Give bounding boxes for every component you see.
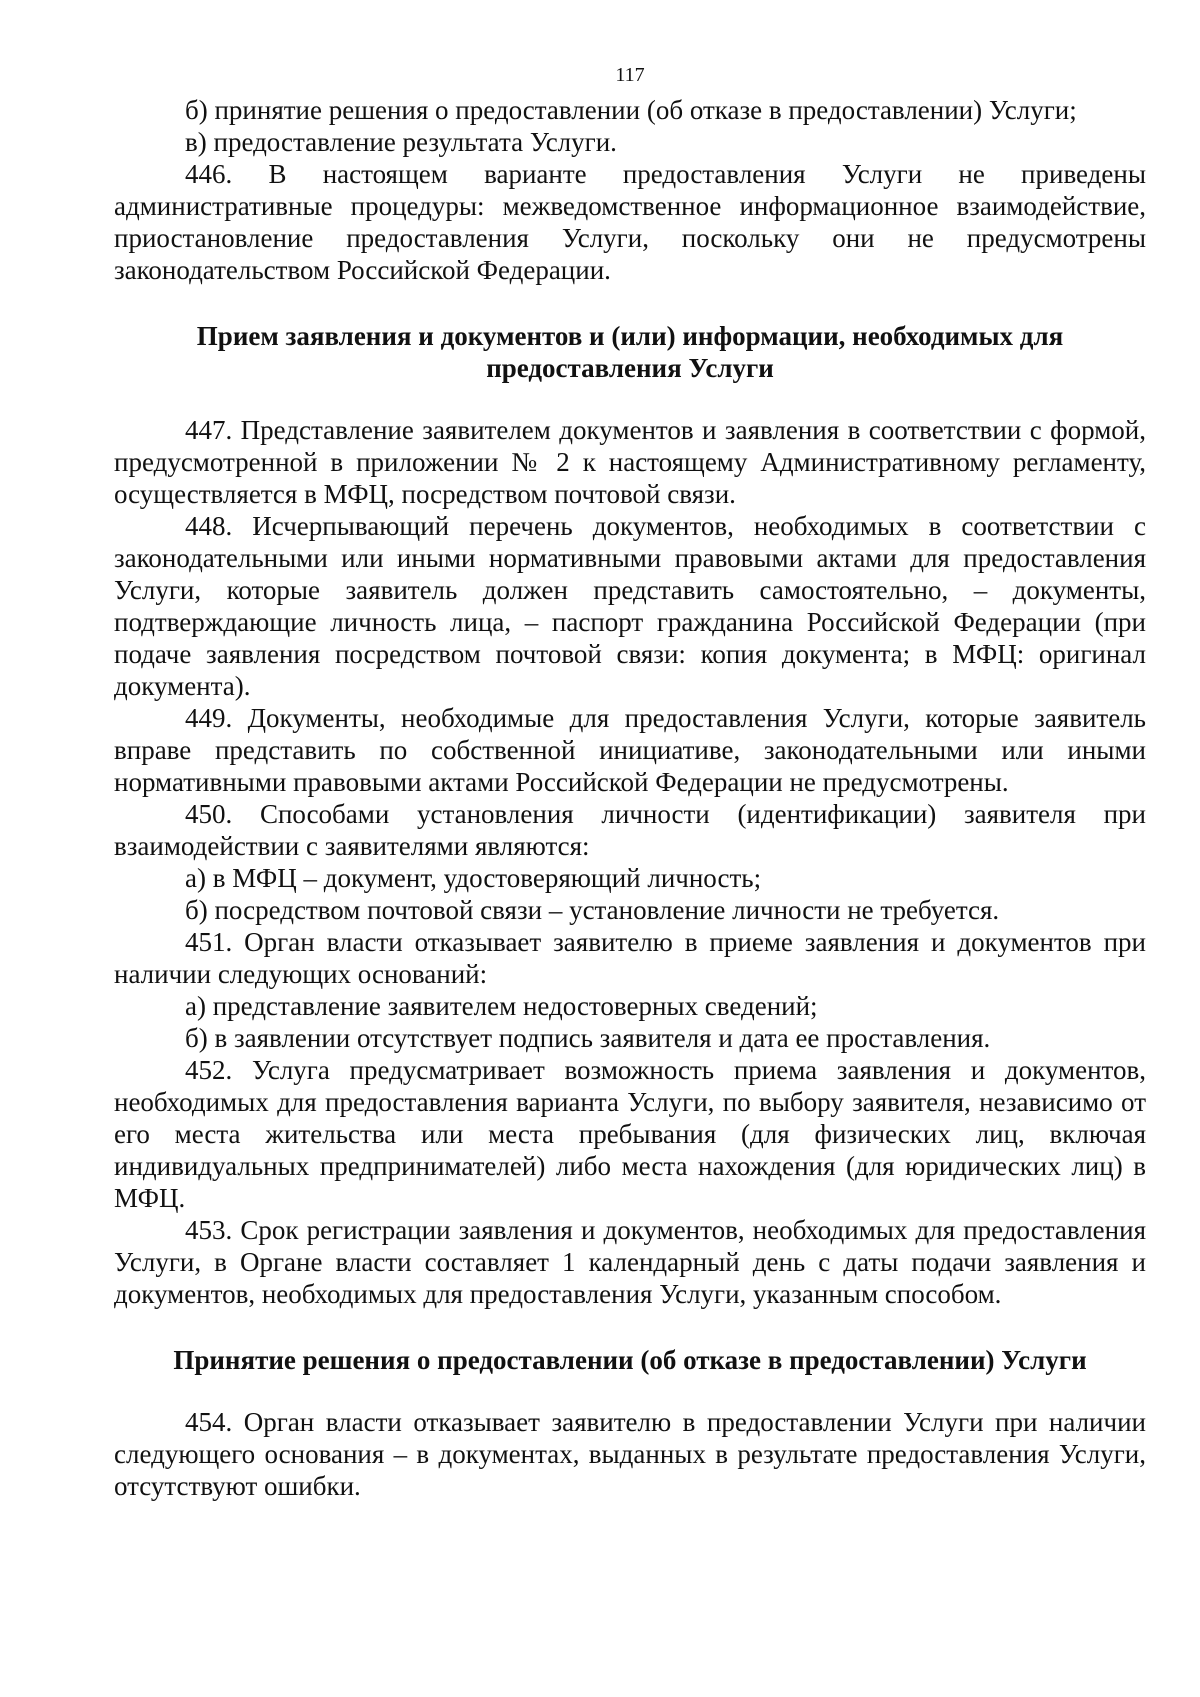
paragraph-450-a: а) в МФЦ – документ, удостоверяющий личность; bbox=[185, 863, 762, 893]
paragraph-451-a: а) представление заявителем недостоверных сведений; bbox=[185, 991, 818, 1021]
paragraph-452: 452. Услуга предусматривает возможность приема заявления и документов, необходимых для предоставления варианта Услуги, по выбору заявителя, независимо от его места жительства или места пребывания (для физических лиц, включая индивидуальных предпринимателей) либо места нахождения (для юридических лиц) в МФЦ. bbox=[114, 1055, 1146, 1213]
paragraph-446: 446. В настоящем варианте предоставления Услуги не приведены административные процедуры: межведомственное информационное взаимодействие, приостановление предоставления Услуги, поскольку они не предусмотрены законодательством Российской Федерации. bbox=[114, 159, 1146, 285]
paragraph-451: 451. Орган власти отказывает заявителю в приеме заявления и документов при наличии следующих оснований: bbox=[114, 927, 1146, 989]
paragraph-v-result: в) предоставление результата Услуги. bbox=[185, 127, 617, 157]
section-heading-decision: Принятие решения о предоставлении (об отказе в предоставлении) Услуги bbox=[173, 1345, 1087, 1375]
paragraph-449: 449. Документы, необходимые для предоставления Услуги, которые заявитель вправе представить по собственной инициативе, законодательными или иными нормативными правовыми актами Российской Федерации не предусмотрены. bbox=[114, 703, 1146, 797]
reception-block bbox=[114, 414, 1146, 1310]
section-heading-reception: Прием заявления и документов и (или) информации, необходимых для предоставления Услуги bbox=[196, 321, 1064, 383]
paragraph-447: 447. Представление заявителем документов и заявления в соответствии с формой, предусмотренной в приложении № 2 к настоящему Административному регламенту, осуществляется в МФЦ, посредством почтовой связи. bbox=[114, 415, 1146, 509]
paragraph-451-b: б) в заявлении отсутствует подпись заявителя и дата ее проставления. bbox=[185, 1023, 991, 1053]
paragraph-b-decision: б) принятие решения о предоставлении (об отказе в предоставлении) Услуги; bbox=[185, 95, 1077, 125]
page-number: 117 bbox=[615, 64, 645, 86]
paragraph-454: 454. Орган власти отказывает заявителю в предоставлении Услуги при наличии следующего основания – в документах, выданных в результате предоставления Услуги, отсутствуют ошибки. bbox=[114, 1407, 1146, 1501]
decision-block bbox=[114, 1406, 1146, 1502]
paragraph-450-b: б) посредством почтовой связи – установление личности не требуется. bbox=[185, 895, 1000, 925]
document-page bbox=[114, 60, 1146, 1502]
paragraph-448: 448. Исчерпывающий перечень документов, необходимых в соответствии с законодательными или иными нормативными правовыми актами для предоставления Услуги, которые заявитель должен представить самостоятельно, – документы, подтверждающие личность лица, – паспорт гражданина Российской Федерации (при подаче заявления посредством почтовой связи: копия документа; в МФЦ: оригинал документа). bbox=[114, 511, 1146, 701]
paragraph-450: 450. Способами установления личности (идентификации) заявителя при взаимодействии с заявителями являются: bbox=[114, 799, 1146, 861]
intro-block bbox=[114, 94, 1146, 286]
paragraph-453: 453. Срок регистрации заявления и документов, необходимых для предоставления Услуги, в Органе власти составляет 1 календарный день с даты подачи заявления и документов, необходимых для предоставления Услуги, указанным способом. bbox=[114, 1215, 1146, 1309]
